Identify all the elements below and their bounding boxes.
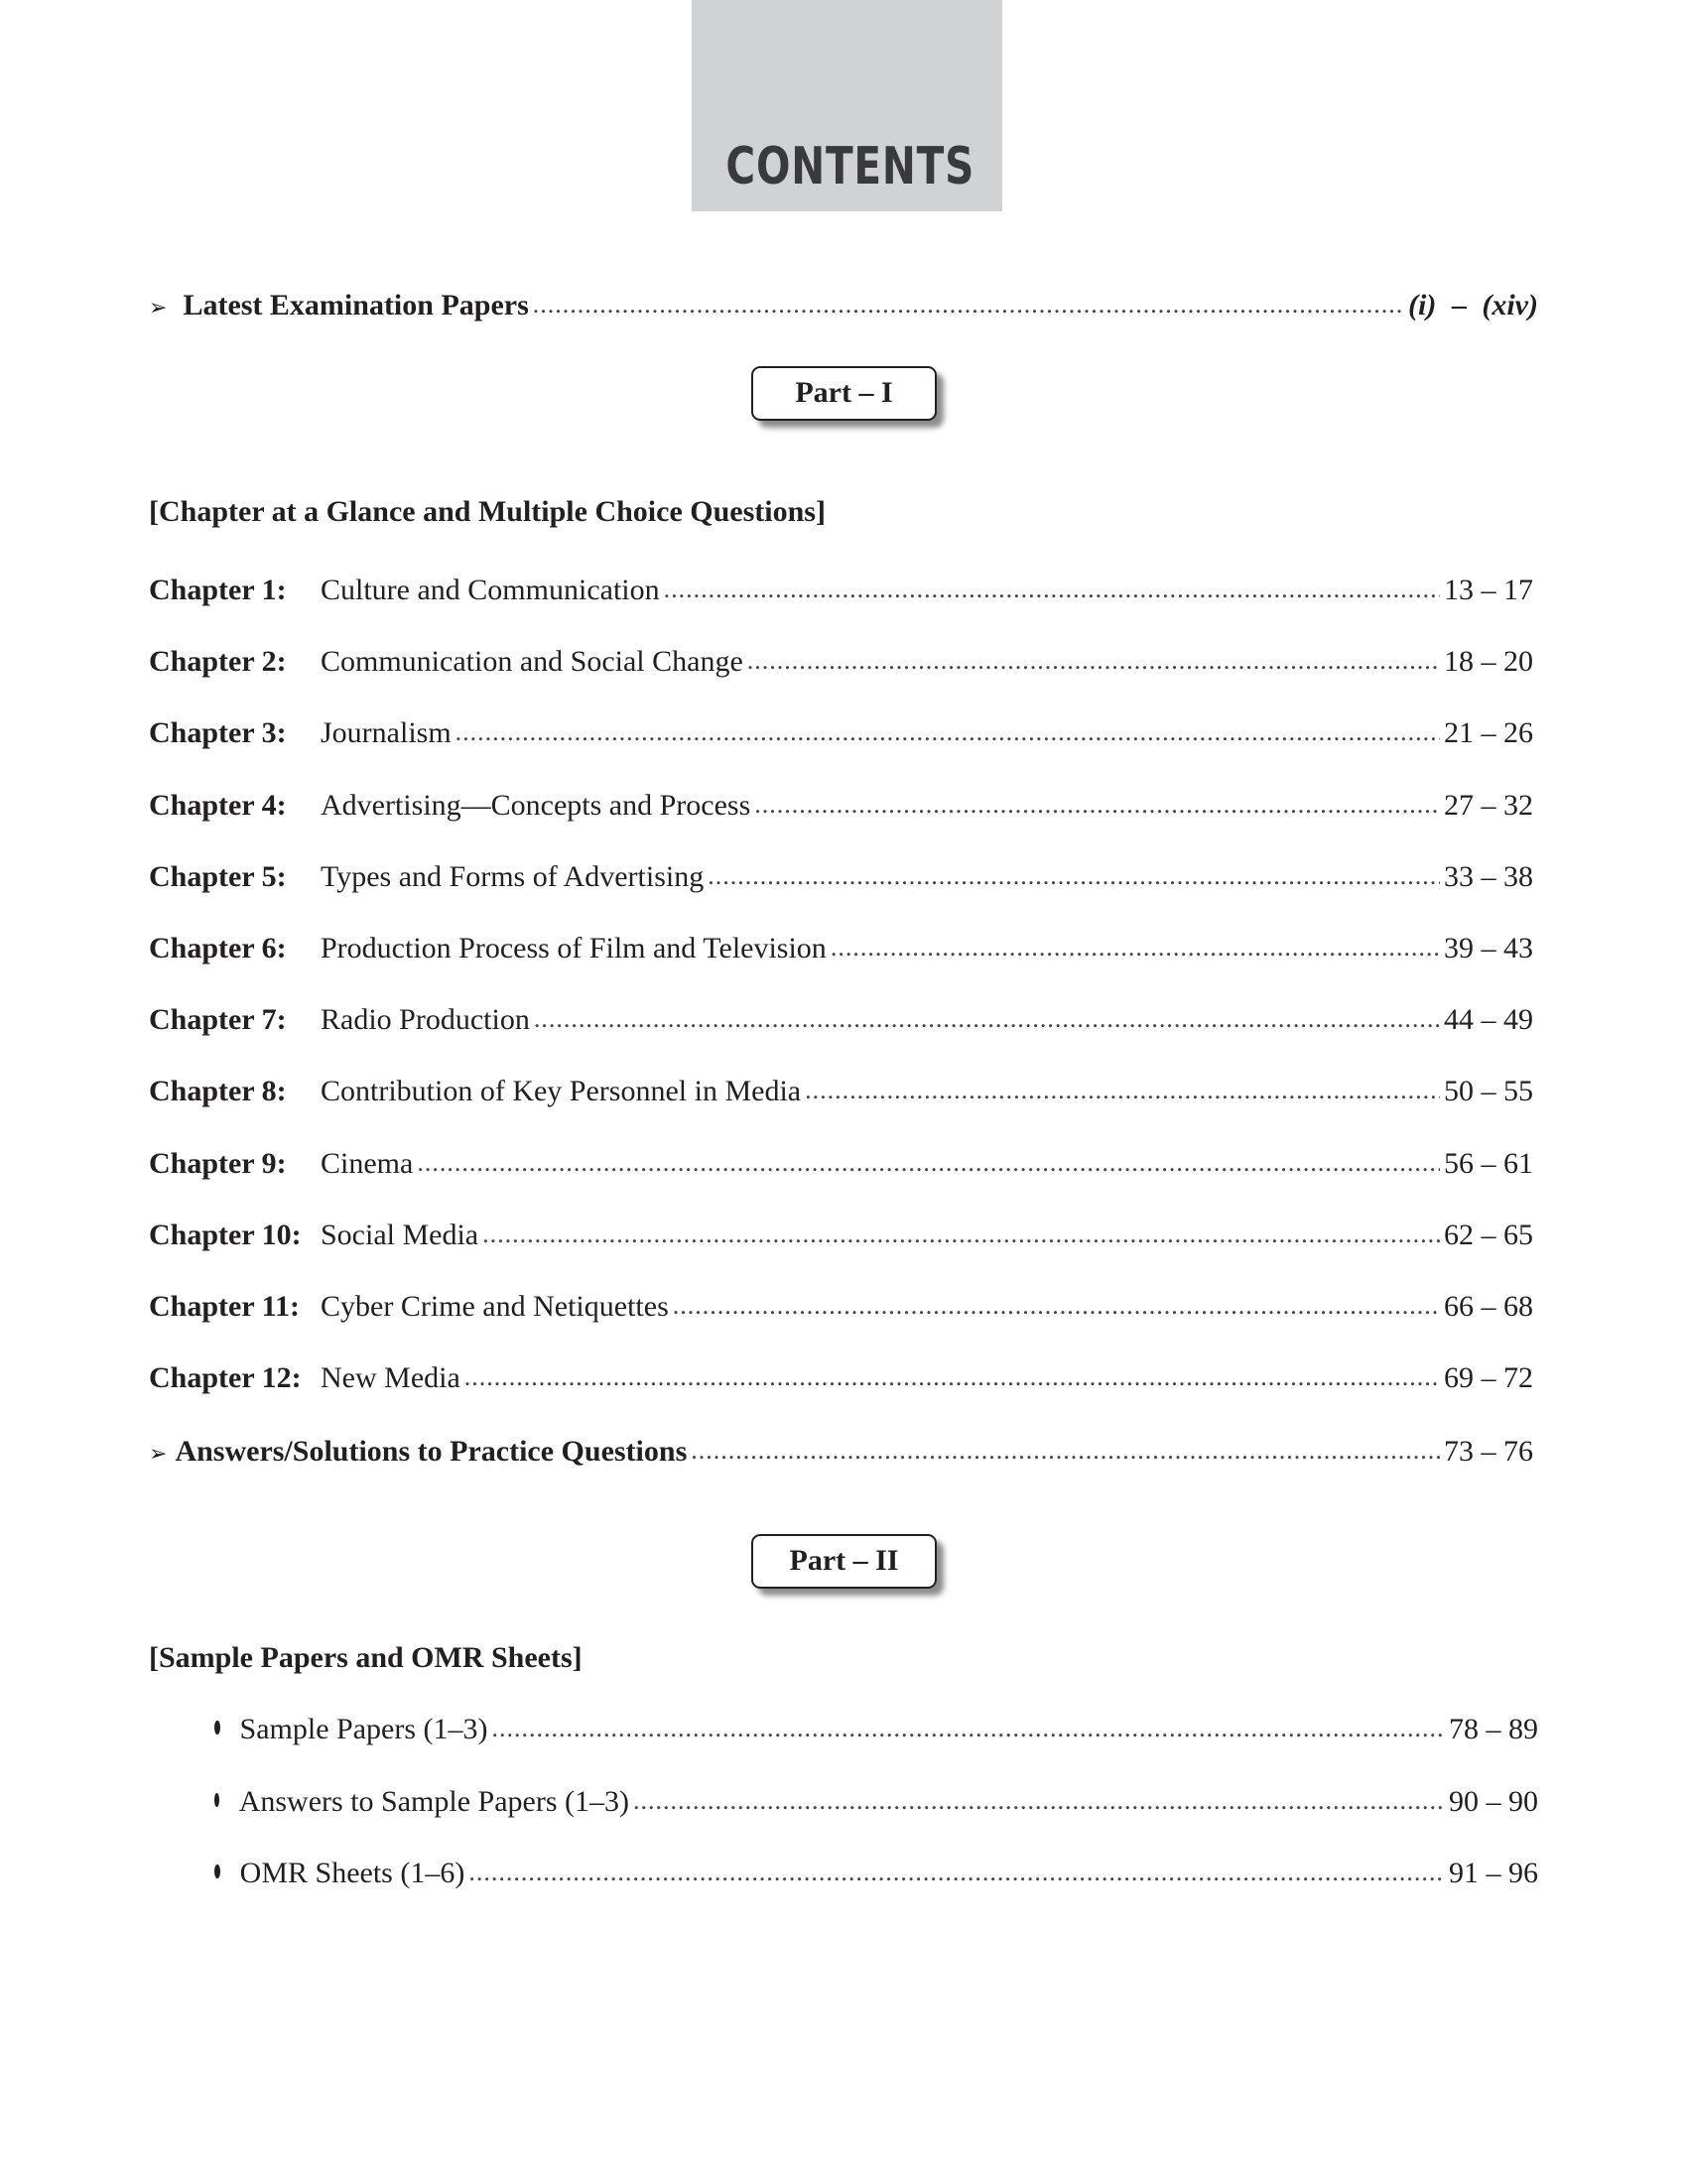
chapter-title: Cyber Crime and Netiquettes — [321, 1290, 669, 1323]
chapter-row[interactable] — [149, 1216, 1533, 1256]
chapter-pages: 13 – 17 — [1444, 574, 1533, 606]
chapter-row[interactable] — [149, 857, 1533, 898]
contents-title-box — [692, 0, 1002, 211]
toc-entry-latest-papers[interactable] — [149, 286, 1538, 328]
dot-leader — [805, 1070, 1440, 1110]
item-pages: 90 – 90 — [1449, 1784, 1538, 1818]
chapter-pages: 50 – 55 — [1444, 1075, 1533, 1108]
part-2-item[interactable] — [214, 1854, 1538, 1894]
part-1-heading: [Chapter at a Glance and Multiple Choice Questions] — [149, 495, 826, 528]
dot-leader — [455, 711, 1440, 752]
part-2-item[interactable] — [214, 1782, 1538, 1823]
dot-leader — [633, 1780, 1445, 1821]
arrow-icon: ➢ — [149, 1442, 168, 1467]
chapter-pages: 69 – 72 — [1444, 1361, 1533, 1395]
item-pages: 91 – 96 — [1449, 1857, 1538, 1889]
chapter-row[interactable] — [149, 929, 1533, 969]
chapter-number: Chapter 2: — [149, 645, 287, 679]
part-2-heading: [Sample Papers and OMR Sheets] — [149, 1641, 583, 1674]
chapter-row[interactable] — [149, 1072, 1533, 1112]
dot-leader — [708, 855, 1440, 896]
chapter-title: New Media — [321, 1361, 460, 1395]
chapter-pages: 62 – 65 — [1444, 1218, 1533, 1251]
chapter-number: Chapter 9: — [149, 1146, 287, 1180]
chapter-number: Chapter 1: — [149, 574, 287, 606]
item-title: Sample Papers (1–3) — [239, 1713, 488, 1745]
chapter-row[interactable] — [149, 1144, 1533, 1185]
item-pages: 78 – 89 — [1449, 1713, 1538, 1745]
item-title: Answers to Sample Papers (1–3) — [238, 1784, 629, 1818]
chapter-pages: 21 – 26 — [1444, 716, 1533, 750]
dot-leader — [747, 640, 1440, 681]
chapter-pages: 66 – 68 — [1444, 1290, 1533, 1323]
chapter-pages: 39 – 43 — [1444, 932, 1533, 964]
chapter-number: Chapter 3: — [149, 716, 287, 750]
chapter-number: Chapter 5: — [149, 859, 287, 893]
chapter-number: Chapter 11: — [149, 1290, 300, 1323]
chapter-row[interactable] — [149, 713, 1533, 754]
chapter-title: Advertising—Concepts and Process — [321, 788, 751, 822]
dot-leader — [664, 569, 1440, 609]
toc-entry-title: Answers/Solutions to Practice Questions — [175, 1435, 688, 1468]
toc-entry-title: Latest Examination Papers — [183, 289, 529, 321]
dot-leader — [468, 1852, 1445, 1892]
chapter-title: Types and Forms of Advertising — [321, 859, 705, 893]
dot-leader — [464, 1356, 1440, 1397]
chapter-pages: 27 – 32 — [1444, 788, 1533, 822]
chapter-title: Contribution of Key Personnel in Media — [321, 1075, 802, 1108]
chapter-number: Chapter 10: — [149, 1218, 302, 1251]
toc-entry-pages: (i) – (xiv) — [1408, 289, 1538, 321]
dot-leader — [673, 1285, 1440, 1326]
dot-leader — [691, 1430, 1440, 1471]
arrow-icon: ➢ — [149, 296, 168, 321]
dot-leader — [831, 927, 1440, 967]
dot-leader — [754, 784, 1440, 825]
toc-entry-pages: 73 – 76 — [1444, 1435, 1533, 1468]
chapter-title: Communication and Social Change — [321, 645, 743, 679]
chapter-title: Cinema — [321, 1146, 414, 1180]
dot-leader — [533, 284, 1404, 324]
chapter-pages: 33 – 38 — [1444, 859, 1533, 893]
chapter-row[interactable] — [149, 786, 1533, 827]
chapter-pages: 44 – 49 — [1444, 1003, 1533, 1037]
bullet-icon — [214, 1864, 220, 1878]
chapter-title: Culture and Communication — [321, 574, 660, 606]
bullet-icon — [214, 1793, 219, 1807]
chapter-pages: 56 – 61 — [1444, 1146, 1533, 1180]
chapter-row[interactable] — [149, 1287, 1533, 1328]
chapter-row[interactable] — [149, 642, 1533, 683]
chapter-pages: 18 – 20 — [1444, 645, 1533, 679]
dot-leader — [482, 1214, 1440, 1254]
part-1-label: Part – I — [751, 366, 937, 421]
chapter-number: Chapter 7: — [149, 1003, 287, 1037]
dot-leader — [491, 1708, 1445, 1748]
bullet-icon — [214, 1721, 220, 1734]
chapter-number: Chapter 6: — [149, 932, 287, 964]
toc-entry-answers[interactable] — [149, 1432, 1533, 1475]
chapter-title: Journalism — [321, 716, 452, 750]
chapter-row[interactable] — [149, 1358, 1533, 1399]
chapter-row[interactable] — [149, 1000, 1533, 1041]
chapter-title: Social Media — [321, 1218, 479, 1251]
chapter-title: Production Process of Film and Television — [321, 932, 827, 964]
chapter-number: Chapter 4: — [149, 788, 287, 822]
page-title: CONTENTS — [725, 137, 975, 196]
dot-leader — [417, 1142, 1440, 1183]
chapter-number: Chapter 8: — [149, 1075, 287, 1108]
dot-leader — [534, 998, 1440, 1039]
chapter-row[interactable] — [149, 571, 1533, 611]
part-2-item[interactable] — [214, 1710, 1538, 1750]
item-title: OMR Sheets (1–6) — [239, 1857, 465, 1889]
chapter-title: Radio Production — [321, 1003, 530, 1037]
chapter-number: Chapter 12: — [149, 1361, 302, 1395]
part-2-label: Part – II — [751, 1534, 937, 1589]
